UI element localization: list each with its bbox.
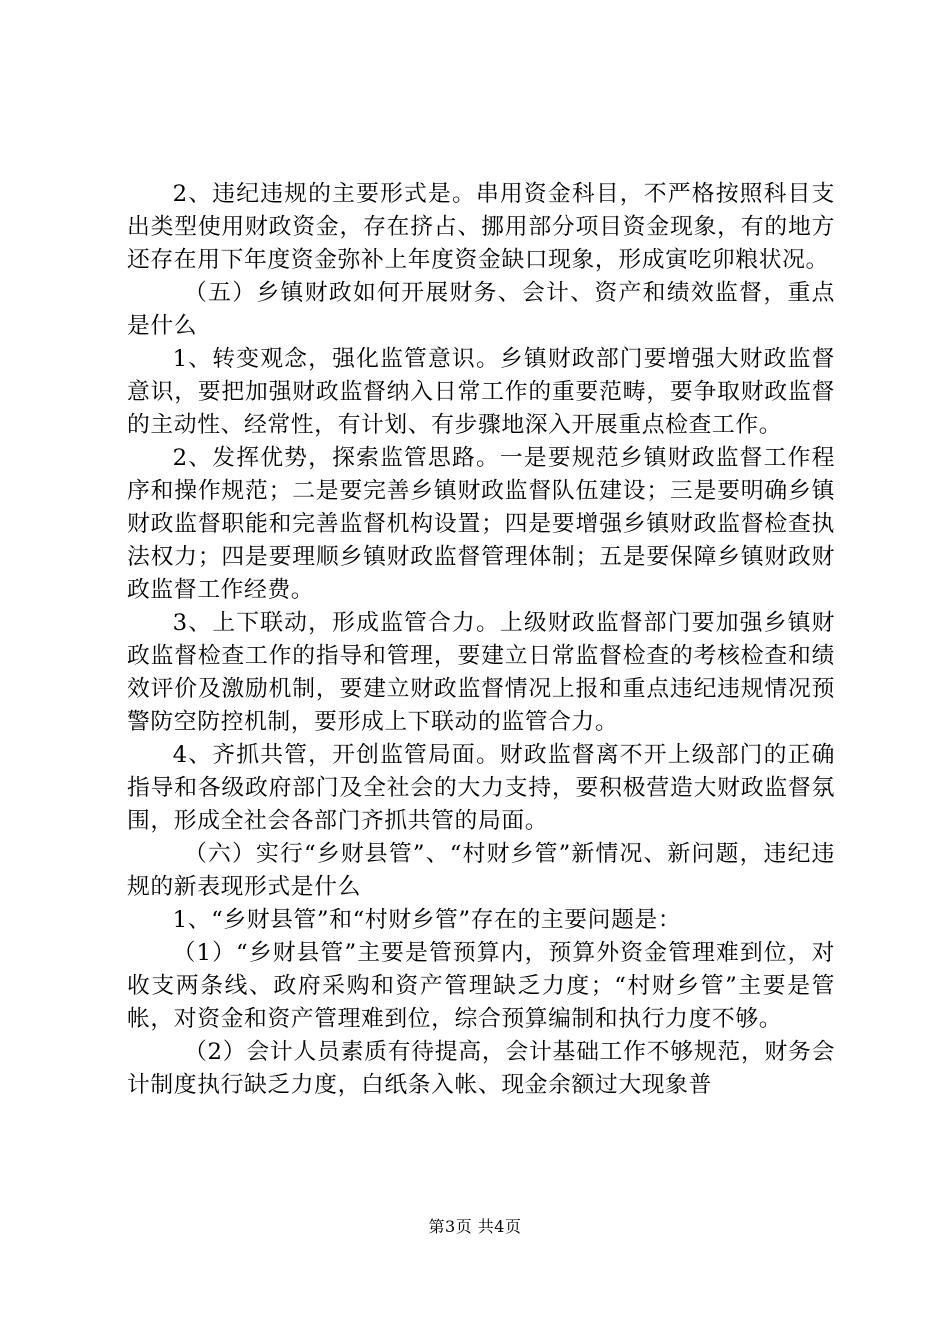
paragraph-8: （2）会计人员素质有待提高，会计基础工作不够规范，财务会计制度执行缺乏力度，白纸条入帐、现金余额过大现象普 [127, 1039, 835, 1098]
paragraph-6: 1、“乡财县管”和“村财乡管”存在的主要问题是： [172, 907, 682, 933]
section-heading-5: （五）乡镇财政如何开展财务、会计、资产和绩效监督，重点是什么 [127, 280, 835, 339]
paragraph-3: 2、发挥优势，探索监管思路。一是要规范乡镇财政监督工作程序和操作规范；二是要完善乡镇财政监督队伍建设；三是要明确乡镇财政监督职能和完善监督机构设置；四是要增强乡镇财政监督检查执法权力；四是要理顺乡镇财政监督管理体制；五是要保障乡镇财政财政监督工作经费。 [127, 445, 835, 603]
paragraph-4: 3、上下联动，形成监管合力。上级财政监督部门要加强乡镇财政监督检查工作的指导和管理，要建立日常监督检查的考核检查和绩效评价及激励机制，要建立财政监督情况上报和重点违纪违规情况预警防空防控机制，要形成上下联动的监管合力。 [127, 610, 835, 735]
document-body [127, 178, 835, 1102]
paragraph-5: 4、齐抓共管，开创监管局面。财政监督离不开上级部门的正确指导和各级政府部门及全社会的大力支持，要积极营造大财政监督氛围，形成全社会各部门齐抓共管的局面。 [127, 742, 835, 834]
page-footer [0, 1214, 950, 1237]
paragraph-2: 1、转变观念，强化监管意识。乡镇财政部门要增强大财政监督意识，要把加强财政监督纳入日常工作的重要范畴，要争取财政监督的主动性、经常性，有计划、有步骤地深入开展重点检查工作。 [127, 346, 835, 438]
paragraph-1: 2、违纪违规的主要形式是。串用资金科目，不严格按照科目支出类型使用财政资金，存在挤占、挪用部分项目资金现象，有的地方还存在用下年度资金弥补上年度资金缺口现象，形成寅吃卯粮状况。 [127, 181, 835, 273]
page-number-label: 第3页 共4页 [428, 1217, 522, 1236]
paragraph-7: （1）“乡财县管”主要是管预算内，预算外资金管理难到位，对收支两条线、政府采购和资产管理缺乏力度；“村财乡管”主要是管帐，对资金和资产管理难到位，综合预算编制和执行力度不够。 [127, 940, 835, 1032]
section-heading-6: （六）实行“乡财县管”、“村财乡管”新情况、新问题，违纪违规的新表现形式是什么 [127, 841, 835, 900]
